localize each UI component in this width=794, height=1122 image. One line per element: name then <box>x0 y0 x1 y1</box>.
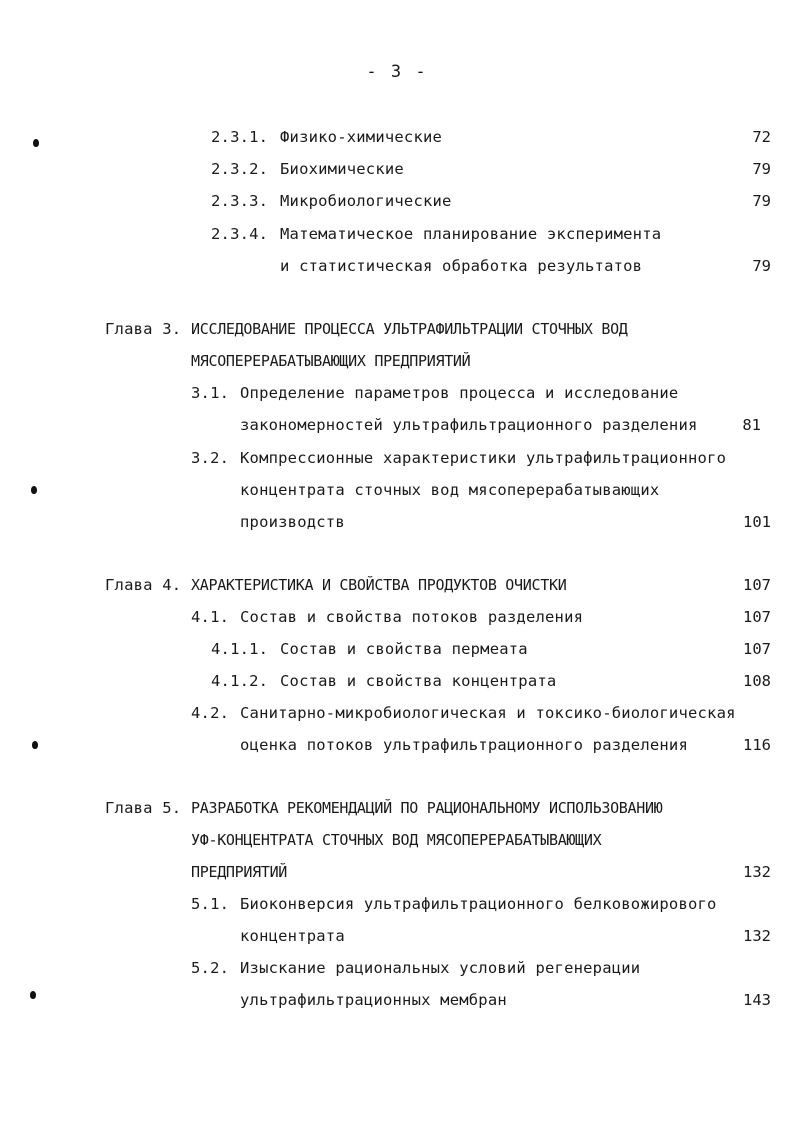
toc-chapter-title: ИССЛЕДОВАНИЕ ПРОЦЕССА УЛЬТРАФИЛЬТРАЦИИ СТОЧНЫХ ВОД <box>191 320 628 338</box>
toc-entry-title: Компрессионные характеристики ультрафильтрационного <box>240 449 727 467</box>
toc-chapter-number: Глава 3. <box>105 320 182 338</box>
toc-entry-title-continued: закономерностей ультрафильтрационного разделения <box>240 416 698 434</box>
toc-entry-number: 5.1. <box>191 895 230 913</box>
toc-chapter-title-continued: МЯСОПЕРЕРАБАТЫВАЮЩИХ ПРЕДПРИЯТИЙ <box>191 352 471 370</box>
toc-entry-title: Состав и свойства пермеата <box>280 640 528 658</box>
toc-entry-title: Состав и свойства концентрата <box>280 672 557 690</box>
toc-entry-number: 4.1.2. <box>211 672 269 690</box>
toc-entry-title: Изыскание рациональных условий регенерации <box>240 959 641 977</box>
toc-entry-page: 81 <box>742 416 761 434</box>
toc-chapter-title: ХАРАКТЕРИСТИКА И СВОЙСТВА ПРОДУКТОВ ОЧИСТКИ <box>191 576 567 594</box>
toc-entry-title-continued: производств <box>240 513 345 531</box>
toc-entry-page: 107 <box>743 608 771 626</box>
toc-entry-page: 107 <box>743 576 771 594</box>
toc-chapter-title-continued: УФ-КОНЦЕНТРАТА СТОЧНЫХ ВОД МЯСОПЕРЕРАБАТЫВАЮЩИХ <box>191 831 602 849</box>
toc-entry-page: 116 <box>743 736 771 754</box>
binder-hole-mark <box>30 991 36 999</box>
toc-entry-title: Санитарно-микробиологическая и токсико-биологическая <box>240 704 736 722</box>
binder-hole-mark <box>32 741 38 749</box>
toc-entry-title: Биоконверсия ультрафильтрационного белковожирового <box>240 895 717 913</box>
toc-entry-page: 79 <box>752 192 771 210</box>
toc-entry-title: Микробиологические <box>280 192 452 210</box>
toc-entry-number: 3.1. <box>191 384 230 402</box>
toc-entry-page: 72 <box>752 128 771 146</box>
toc-entry-title-continued: ультрафильтрационных мембран <box>240 991 507 1009</box>
toc-chapter-number: Глава 5. <box>105 799 182 817</box>
toc-chapter-number: Глава 4. <box>105 576 182 594</box>
toc-entry-page: 101 <box>743 513 771 531</box>
toc-chapter-title-continued: ПРЕДПРИЯТИЙ <box>191 863 288 881</box>
toc-entry-title: Определение параметров процесса и исследование <box>240 384 679 402</box>
binder-hole-mark <box>31 486 37 494</box>
toc-chapter-title: РАЗРАБОТКА РЕКОМЕНДАЦИЙ ПО РАЦИОНАЛЬНОМУ ИСПОЛЬЗОВАНИЮ <box>191 799 663 817</box>
toc-entry-page: 79 <box>752 257 771 275</box>
toc-entry-title-continued: и статистическая обработка результатов <box>280 257 643 275</box>
toc-entry-title-continued: оценка потоков ультрафильтрационного разделения <box>240 736 688 754</box>
toc-entry-number: 2.3.3. <box>211 192 269 210</box>
toc-entry-page: 79 <box>752 160 771 178</box>
toc-entry-title-continued: концентрата сточных вод мясоперерабатывающих <box>240 481 660 499</box>
toc-entry-page: 132 <box>743 927 771 945</box>
binder-hole-mark <box>33 139 39 147</box>
toc-entry-number: 4.1.1. <box>211 640 269 658</box>
toc-entry-number: 4.1. <box>191 608 230 626</box>
toc-entry-number: 5.2. <box>191 959 230 977</box>
toc-entry-title: Математическое планирование эксперимента <box>280 225 662 243</box>
page-number: - 3 - <box>366 62 428 82</box>
toc-entry-title: Физико-химические <box>280 128 443 146</box>
toc-entry-number: 4.2. <box>191 704 230 722</box>
toc-entry-page: 108 <box>743 672 771 690</box>
toc-entry-number: 2.3.1. <box>211 128 269 146</box>
toc-entry-page: 143 <box>743 991 771 1009</box>
toc-entry-number: 2.3.2. <box>211 160 269 178</box>
toc-entry-number: 3.2. <box>191 449 230 467</box>
toc-entry-title-continued: концентрата <box>240 927 345 945</box>
toc-entry-title: Состав и свойства потоков разделения <box>240 608 584 626</box>
toc-entry-page: 107 <box>743 640 771 658</box>
toc-entry-number: 2.3.4. <box>211 225 269 243</box>
toc-entry-page: 132 <box>743 863 771 881</box>
toc-entry-title: Биохимические <box>280 160 404 178</box>
